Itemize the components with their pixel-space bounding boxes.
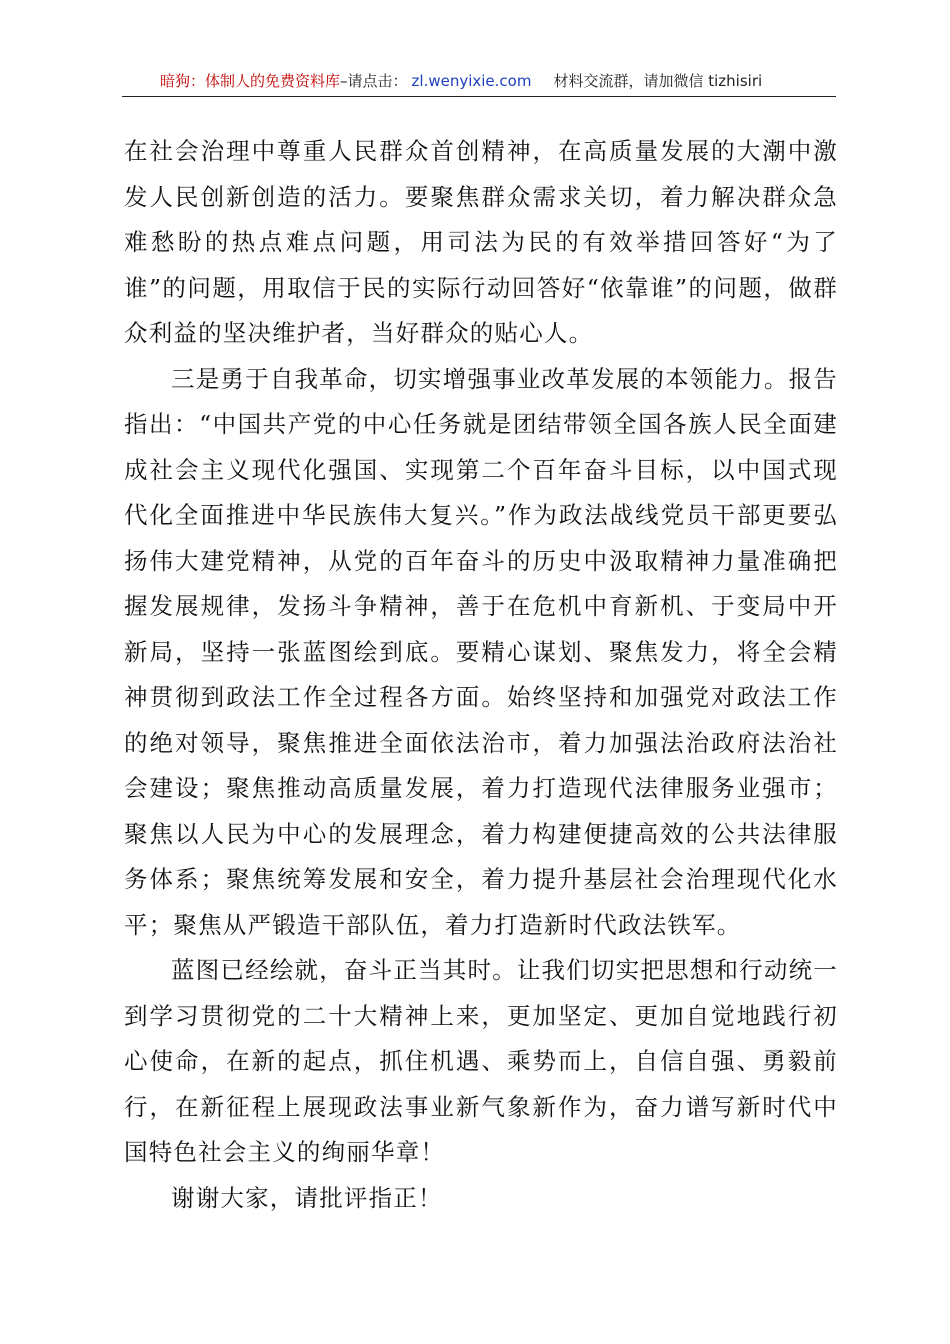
header-brand: 暗狗：体制人的免费资料库 (160, 72, 341, 90)
document-body (124, 129, 838, 1221)
header-site-link[interactable]: zl.wenyixie.com (411, 72, 532, 90)
paragraph-1: 在社会治理中尊重人民群众首创精神，在高质量发展的大潮中激发人民创新创造的活力。要聚焦群众需求关切，着力解决群众急难愁盼的热点难点问题，用司法为民的有效举措回答好“为了谁”的问题，用取信于民的实际行动回答好“依靠谁”的问题，做群众利益的坚决维护者，当好群众的贴心人。 (124, 137, 838, 347)
header-prompt: –请点击： (340, 72, 408, 90)
paragraph-3: 蓝图已经绘就，奋斗正当其时。让我们切实把思想和行动统一到学习贯彻党的二十大精神上来，更加坚定、更加自觉地践行初心使命，在新的起点，抓住机遇、乘势而上，自信自强、勇毅前行，在新征程上展现政法事业新气象新作为，奋力谱写新时代中国特色社会主义的绚丽华章！ (124, 956, 838, 1166)
paragraph-2: 三是勇于自我革命，切实增强事业改革发展的本领能力。报告指出：“中国共产党的中心任务就是团结带领全国各族人民全面建成社会主义现代化强国、实现第二个百年奋斗目标，以中国式现代化全面推进中华民族伟大复兴。”作为政法战线党员干部更要弘扬伟大建党精神，从党的百年奋斗的历史中汲取精神力量准确把握发展规律，发扬斗争精神，善于在危机中育新机、于变局中开新局，坚持一张蓝图绘到底。要精心谋划、聚焦发力，将全会精神贯彻到政法工作全过程各方面。始终坚持和加强党对政法工作的绝对领导，聚焦推进全面依法治市，着力加强法治政府法治社会建设；聚焦推动高质量发展，着力打造现代法律服务业强市；聚焦以人民为中心的发展理念，着力构建便捷高效的公共法律服务体系；聚焦统筹发展和安全，着力提升基层社会治理现代化水平；聚焦从严锻造干部队伍，着力打造新时代政法铁军。 (124, 364, 838, 939)
paragraph-4: 谢谢大家，请批评指正！ (171, 1183, 443, 1212)
page-header (122, 66, 836, 97)
header-contact: 材料交流群，请加微信 tizhisiri (553, 72, 763, 90)
